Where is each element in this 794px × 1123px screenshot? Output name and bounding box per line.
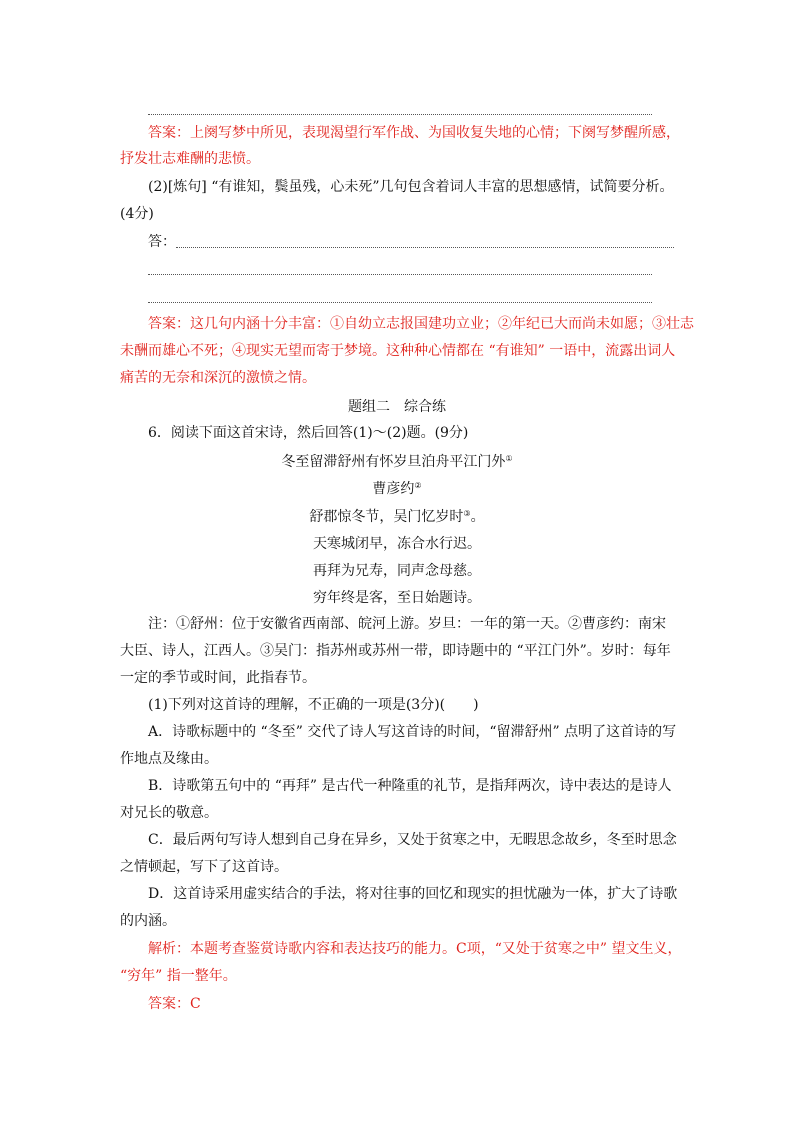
sub1-answer-line-1: 答案：上阕写梦中所见，表现渴望行军作战、为国收复失地的心情；下阕写梦醒所感， xyxy=(148,125,680,141)
sub2-question-line-2: (4分) xyxy=(120,206,154,222)
poem-line-4: 穷年终是客，至日始题诗。 xyxy=(313,590,481,606)
poem-line-2: 天寒城闭早，冻合水行迟。 xyxy=(313,536,481,552)
option-c-line-2: 之情顿起，写下了这首诗。 xyxy=(120,859,288,875)
footnote-marker-1: ① xyxy=(505,454,513,463)
q6-sub1-answer: 答案：C xyxy=(148,996,201,1012)
poem-author: 曹彦约② xyxy=(372,481,422,497)
notes-line-1: 注：①舒州：位于安徽省西南部、皖河上游。岁旦：一年的第一天。②曹彦约：南宋 xyxy=(148,616,666,632)
sub2-answer-prompt: 答： xyxy=(148,234,176,250)
option-d-line-2: 的内涵。 xyxy=(120,913,176,929)
sub2-answer-line-1: 答案：这几句内涵十分丰富：①自幼立志报国建功立业；②年纪已大而尚未如愿；③壮志 xyxy=(148,316,694,332)
poem-line-3: 再拜为兄寿，同声念母慈。 xyxy=(313,563,481,579)
answer-blank-line-1 xyxy=(148,114,652,115)
option-d-line-1: D．这首诗采用虚实结合的手法，将对往事的回忆和现实的担忧融为一体，扩大了诗歌 xyxy=(148,886,678,902)
poem-line-1: 舒郡惊冬节，吴门忆岁时③。 xyxy=(309,509,485,525)
section-title: 题组二 综合练 xyxy=(348,399,446,415)
q6-sub1-question: (1)下列对这首诗的理解，不正确的一项是(3分)( ) xyxy=(148,697,479,713)
sub2-answer-line-2: 未酬而雄心不死；④现实无望而寄于梦境。这种种心情都在 “有谁知” 一语中，流露出词人 xyxy=(120,343,676,359)
sub2-answer-line-3: 痛苦的无奈和深沉的激愤之情。 xyxy=(120,370,316,386)
question-6-stem: 6．阅读下面这首宋诗，然后回答(1)～(2)题。(9分) xyxy=(148,425,469,441)
footnote-marker-2: ② xyxy=(414,481,422,490)
sub2-answer-label: 答案： xyxy=(148,316,190,332)
option-a-line-1: A．诗歌标题中的 “冬至” 交代了诗人写这首诗的时间，“留滞舒州” 点明了这首诗的写 xyxy=(148,724,677,740)
option-b-line-1: B．诗歌第五句中的 “再拜” 是古代一种隆重的礼节，是指拜两次，诗中表达的是诗人 xyxy=(148,778,672,794)
option-a-line-2: 作地点及缘由。 xyxy=(120,751,218,767)
option-c-line-1: C．最后两句写诗人想到自己身在异乡，又处于贫寒之中，无暇思念故乡，冬至时思念 xyxy=(148,832,677,848)
poem-title: 冬至留滞舒州有怀岁旦泊舟平江门外① xyxy=(281,454,513,470)
sub1-answer-line-2: 抒发壮志难酬的悲愤。 xyxy=(120,151,260,167)
analysis-line-2: “穷年” 指一整年。 xyxy=(120,968,237,984)
notes-line-2: 大臣、诗人，江西人。③吴门：指苏州或苏州一带，即诗题中的 “平江门外”。岁时：每年 xyxy=(120,643,671,659)
answer-blank-line-4 xyxy=(148,302,652,303)
option-b-line-2: 对兄长的敬意。 xyxy=(120,805,218,821)
answer-blank-line-3 xyxy=(148,274,652,275)
answer-blank-line-2 xyxy=(176,247,674,248)
footnote-marker-3: ③ xyxy=(463,509,471,518)
sub2-question-line-1: (2)[炼句] “有谁知，鬓虽残，心未死”几句包含着词人丰富的思想感情，试简要分析。 xyxy=(148,179,674,195)
sub1-answer-label: 答案： xyxy=(148,125,190,141)
notes-line-3: 一定的季节或时间，此指春节。 xyxy=(120,670,316,686)
analysis-line-1: 解析：本题考查鉴赏诗歌内容和表达技巧的能力。C项，“又处于贫寒之中” 望文生义， xyxy=(148,941,682,957)
